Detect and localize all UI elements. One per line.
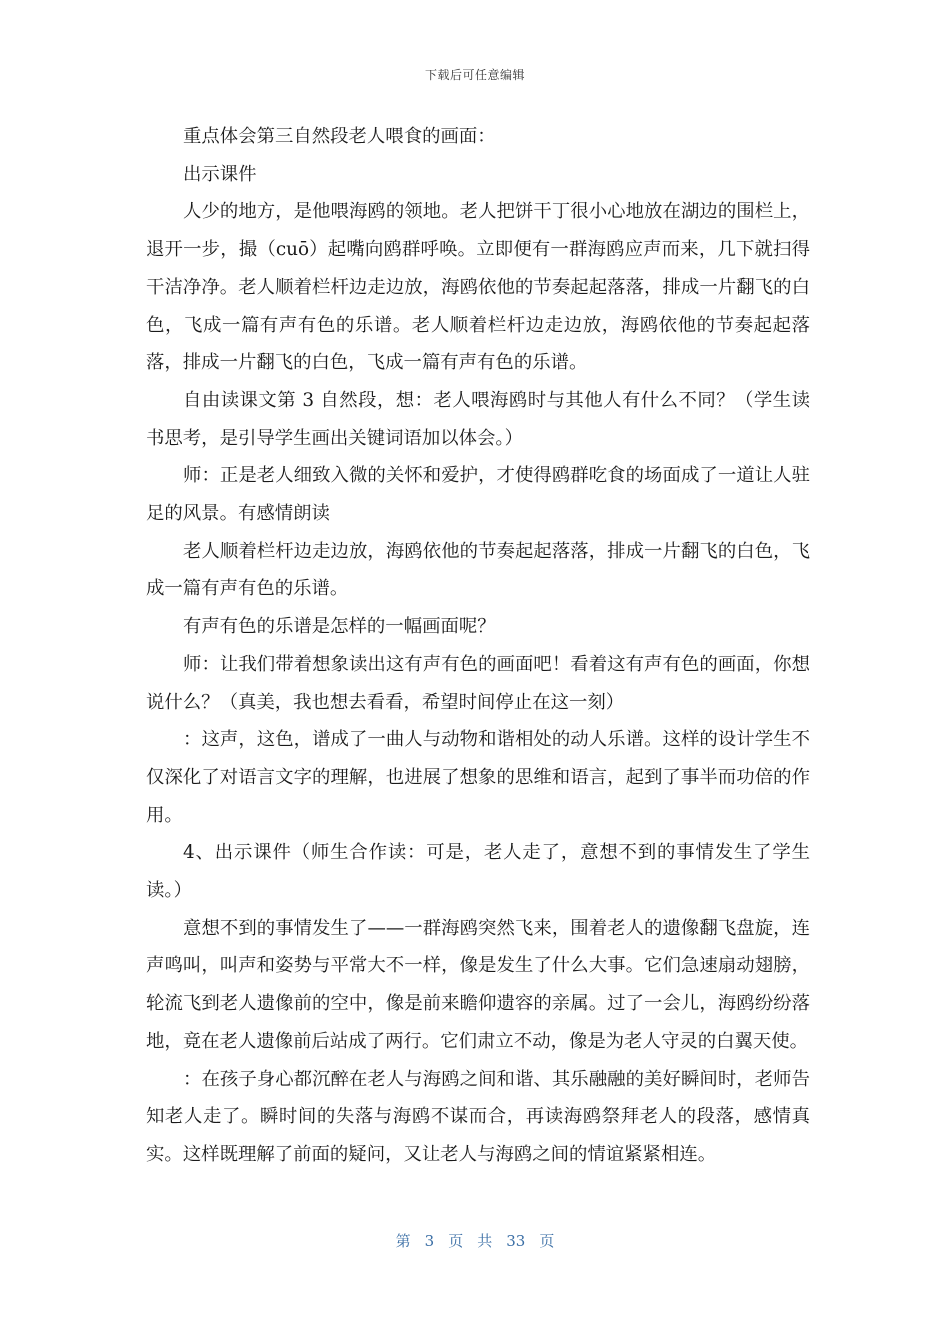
document-body <box>146 118 810 1174</box>
paragraph: 师：让我们带着想象读出这有声有色的画面吧！看着这有声有色的画面，你想说什么？（真美，我也想去看看，希望时间停止在这一刻） <box>146 653 810 713</box>
total-pages-number: 33 <box>506 1232 526 1250</box>
paragraph: 师：正是老人细致入微的关怀和爱护，才使得鸥群吃食的场面成了一道让人驻足的风景。有感情朗读 <box>146 465 810 525</box>
footer-page-word: 第 <box>395 1232 411 1250</box>
paragraph: 人少的地方，是他喂海鸥的领地。老人把饼干丁很小心地放在湖边的围栏上，退开一步，撮（cuō）起嘴向鸥群呼唤。立即便有一群海鸥应声而来，几下就扫得干洁净净。老人顺着栏杆边走边放，海鸥依他的节奏起起落落，排成一片翻飞的白色，飞成一篇有声有色的乐谱。老人顺着栏杆边走边放，海鸥依他的节奏起起落落，排成一片翻飞的白色，飞成一篇有声有色的乐谱。 <box>146 201 810 374</box>
paragraph: 有声有色的乐谱是怎样的一幅画面呢？ <box>183 616 496 638</box>
paragraph: 4、出示课件（师生合作读：可是，老人走了，意想不到的事情发生了学生读。） <box>146 842 810 902</box>
footer-page-unit: 页 <box>448 1232 464 1250</box>
paragraph: ：在孩子身心都沉醉在老人与海鸥之间和谐、其乐融融的美好瞬间时，老师告知老人走了。瞬时间的失落与海鸥不谋而合，再读海鸥祭拜老人的段落，感情真实。这样既理解了前面的疑问，又让老人与海鸥之间的情谊紧紧相连。 <box>146 1068 810 1165</box>
footer-total-unit: 页 <box>539 1232 555 1250</box>
paragraph: 意想不到的事情发生了——一群海鸥突然飞来，围着老人的遗像翻飞盘旋，连声鸣叫，叫声和姿势与平常大不一样，像是发生了什么大事。它们急速扇动翅膀，轮流飞到老人遗像前的空中，像是前来瞻仰遗容的亲属。过了一会儿，海鸥纷纷落地，竟在老人遗像前后站成了两行。它们肃立不动，像是为老人守灵的白翼天使。 <box>146 917 810 1052</box>
page-footer <box>0 1230 950 1251</box>
paragraph: 出示课件 <box>183 163 257 185</box>
paragraph: 自由读课文第 3 自然段，想：老人喂海鸥时与其他人有什么不同？（学生读书思考，是引导学生画出关键词语加以体会。） <box>146 389 810 449</box>
page-header: 下载后可任意编辑 <box>424 68 525 82</box>
current-page-number: 3 <box>424 1232 435 1250</box>
paragraph: ：这声，这色，谱成了一曲人与动物和谐相处的动人乐谱。这样的设计学生不仅深化了对语言文字的理解，也进展了想象的思维和语言，起到了事半而功倍的作用。 <box>146 729 810 826</box>
paragraph: 老人顺着栏杆边走边放，海鸥依他的节奏起起落落，排成一片翻飞的白色，飞成一篇有声有色的乐谱。 <box>146 540 810 600</box>
paragraph: 重点体会第三自然段老人喂食的画面： <box>183 126 496 147</box>
footer-total-word: 共 <box>477 1232 493 1250</box>
